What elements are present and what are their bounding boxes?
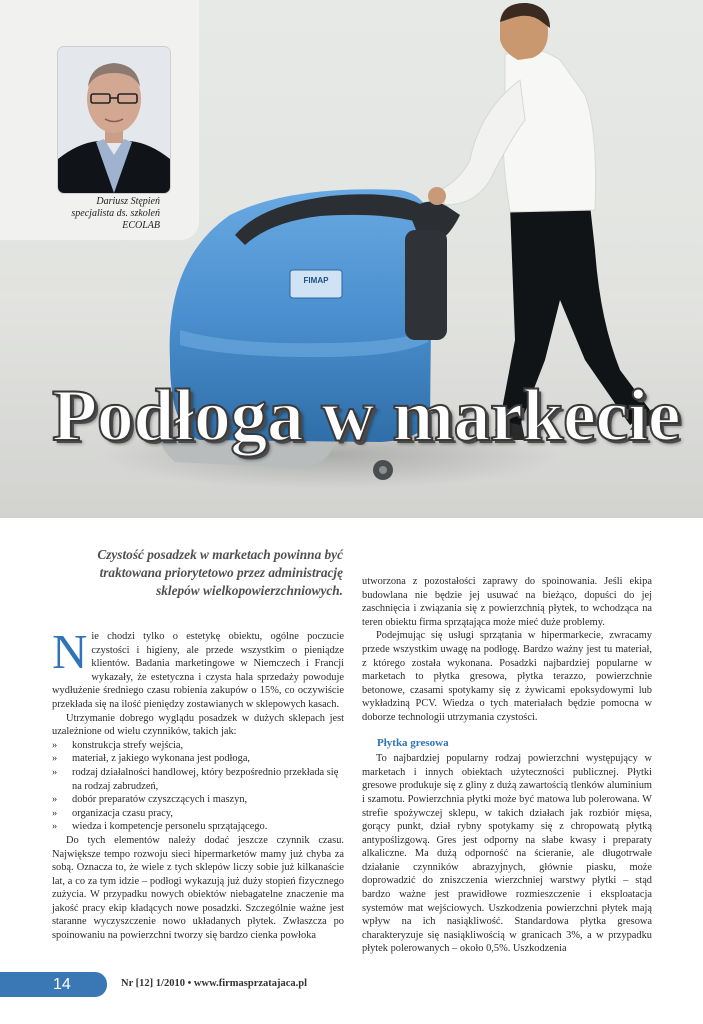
bullet-mark: » [52,739,58,751]
text-column-1 [52,624,344,943]
bullet-mark: » [52,807,58,819]
list-item: » organizacja czasu pracy, [52,807,173,819]
paragraph: Utrzymanie dobrego wyglądu posadzek w dużych sklepach jest uzależnione od wielu czynników, takich jak: [52,712,344,738]
paragraph: Podejmując się usługi sprzątania w hipermarkecie, zwracamy przede wszystkim uwagę na podłogę. Bardzo ważny jest tu materiał, z którego została wykonana. Posadzki najbardziej popularne w marketach to płytka gresowa, płytka terazzo, powierzchnie betonowe, czasami spotykamy się z żywicami epoksydowymi lub wykładziną PCV. Wiedza o tych materiałach będzie pomocna w doborze technologii utrzymania czystości. [362,630,652,723]
author-portrait [57,46,171,194]
list-item: » wiedza i kompetencje personelu sprzątającego. [52,821,268,833]
paragraph: To najbardziej popularny rodzaj powierzchni występujący w marketach i innych obiektach użyteczności publicznej. Płytki gresowe produkuje się z gliny z dużą zawartością tlenków aluminium i szamotu. Powierzchnia płytki może być matowa lub polerowana. W strefie spożywczej sklepu, w takich działach jak rozbiór mięsa, gorący punkt, dział rybny spotykamy się z chropowatą płytką antypoślizgową. Gres jest odporny na słabe kwasy i preparaty alkaliczne. Ma dużą odporność na ścieranie, ale długotrwałe działanie czynników abrazyjnych, głównie piasku, może doprowadzić do zniszczenia wierzchniej warstwy płytki – stąd bardzo ważne jest prawidłowe rozmieszczenie i eksploatacja systemów mat wejściowych. Uszkodzenia powierzchni płytek mają wpływ na ich nasiąkliwość. Standardowa płytka gresowa charakteryzuje się nasiąkliwością w granicach 3%, a w przypadku płytek polerowanych – około 0,5%. Uszkodzenia [362,753,652,955]
list-item: » konstrukcja strefy wejścia, [52,739,184,751]
list-item: » rodzaj działalności handlowej, który bezpośrednio przekłada się na rodzaj zabrudzeń, [52,766,339,792]
list-item: » materiał, z jakiego wykonana jest podłoga, [52,753,251,765]
page-number: 14 [53,976,71,993]
author-name: Dariusz Stępień [96,196,160,207]
text-column-2 [362,575,652,956]
factor-list [52,739,344,834]
paragraph: utworzona z pozostałości zaprawy do spoinowania. Jeśli ekipa budowlana nie będzie jej usuwać na bieżąco, dopuści do jej zaschnięcia i związania się z powierzchnią płytek, to wchodząca na teren obiektu firma sprzątająca może mieć duże problemy. [362,576,652,628]
paragraph: Do tych elementów należy dodać jeszcze czynnik czasu. Największe tempo rozwoju sieci hipermarketów mamy już chyba za sobą. Oznacza to, że wiele z tych sklepów liczy sobie już kilkanaście lat, a co za tym idzie – podłogi wykazują już duży stopień fizycznego zużycia. W przypadku nowych obiektów niebagatelne znaczenie ma jakość pracy ekip kładących nowe posadzki. Szczególnie ważne jest staranne wyczyszczenie nowo układanych płytek. Zwłaszcza po spoinowaniu na powierzchni tworzy się bardzo cienka powłoka [52,834,344,942]
author-caption [40,196,160,232]
issue-number: Nr [12] 1/2010 [121,978,185,989]
bullet-mark: » [52,766,58,778]
article-title: Podłoga w markecie [52,375,681,457]
author-company: ECOLAB [122,220,160,231]
bullet-mark: » [52,794,58,806]
section-heading: Płytka gresowa [377,736,449,749]
drop-cap: N [52,624,88,679]
author-box [0,0,199,240]
paragraph: Nie chodzi tylko o estetykę obiektu, ogólne poczucie czystości i higieny, ale przede wszystkim o pieniądze klientów. Badania marketingowe w Niemczech i Francji wykazały, że estetyczna i czysta hala sprzedaży powoduje wydłużenie średniego czasu robienia zakupów o 15%, co oczywiście przekłada się na ilość pieniędzy zostawianych w sklepowych kasach. [52,624,344,710]
footer-separator: • [187,978,192,989]
author-role: specjalista ds. szkoleń [71,208,160,219]
bullet-mark: » [52,821,58,833]
author-photo [58,47,170,193]
bullet-mark: » [52,753,58,765]
article-lead: Czystość posadzek w marketach powinna być traktowana priorytetowo przez administrację sklepów wielkopowierzchniowych. [97,547,343,598]
footer-text [121,978,307,989]
machine-brand-label: FIMAP [303,276,329,285]
list-item: » dobór preparatów czyszczących i maszyn, [52,794,248,806]
website-link[interactable]: www.firmasprzatajaca.pl [193,978,308,989]
